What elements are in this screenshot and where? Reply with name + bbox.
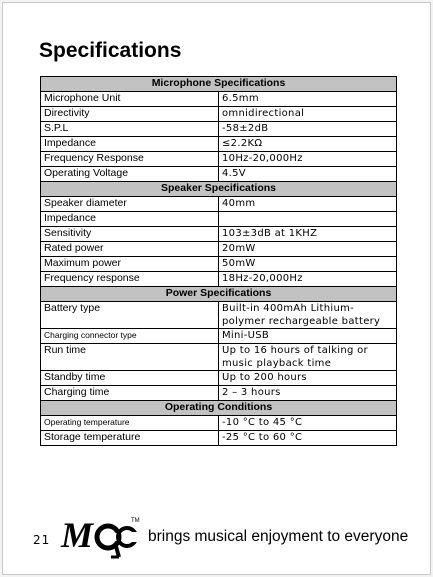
spec-value: 40mm — [219, 197, 397, 212]
spec-value: Up to 200 hours — [219, 371, 397, 386]
spec-label: Impedance — [41, 137, 219, 152]
svg-text:TM: TM — [131, 518, 140, 524]
section-heading-power: Power Specifications — [41, 287, 397, 302]
spec-label: Maximum power — [41, 257, 219, 272]
spec-value: -10 °C to 45 °C — [219, 416, 397, 431]
spec-label: Battery type — [41, 302, 219, 329]
spec-value: -58±2dB — [219, 122, 397, 137]
spec-label: Operating temperature — [41, 416, 219, 431]
spec-row — [41, 272, 397, 287]
spec-value: 20mW — [219, 242, 397, 257]
spec-label: Standby time — [41, 371, 219, 386]
spec-row — [41, 302, 397, 329]
spec-row — [41, 242, 397, 257]
spec-row — [41, 197, 397, 212]
spec-row — [41, 371, 397, 386]
spec-value: 4.5V — [219, 167, 397, 182]
svg-text:M: M — [61, 515, 94, 555]
spec-label: Rated power — [41, 242, 219, 257]
spec-label: S.P.L — [41, 122, 219, 137]
spec-value: 50mW — [219, 257, 397, 272]
page-footer — [3, 513, 433, 563]
spec-row — [41, 416, 397, 431]
section-header-row — [41, 182, 397, 197]
spec-label: Microphone Unit — [41, 92, 219, 107]
spec-label: Operating Voltage — [41, 167, 219, 182]
spec-value: Up to 16 hours of talking or music playback time — [219, 344, 397, 371]
spec-value: ≤2.2KΩ — [219, 137, 397, 152]
manual-page — [2, 2, 431, 575]
spec-row — [41, 431, 397, 446]
spec-label: Impedance — [41, 212, 219, 227]
footer-tagline: brings musical enjoyment to everyone — [148, 528, 409, 545]
spec-label: Charging connector type — [41, 329, 219, 344]
mgc-logo — [59, 513, 141, 561]
page-number: 21 — [33, 533, 51, 547]
section-header-row — [41, 401, 397, 416]
spec-value: Mini-USB — [219, 329, 397, 344]
spec-row — [41, 122, 397, 137]
spec-row — [41, 344, 397, 371]
spec-label: Directivity — [41, 107, 219, 122]
spec-row — [41, 257, 397, 272]
page-title: Specifications — [39, 39, 182, 62]
spec-row — [41, 92, 397, 107]
spec-label: Charging time — [41, 386, 219, 401]
spec-value — [219, 212, 397, 227]
section-header-row — [41, 287, 397, 302]
spec-value: -25 °C to 60 °C — [219, 431, 397, 446]
spec-value: 103±3dB at 1KHZ — [219, 227, 397, 242]
spec-value: Built-in 400mAh Lithium-polymer rechargeable battery — [219, 302, 397, 329]
spec-row — [41, 386, 397, 401]
spec-value: 10Hz-20,000Hz — [219, 152, 397, 167]
spec-value: omnidirectional — [219, 107, 397, 122]
spec-value: 18Hz-20,000Hz — [219, 272, 397, 287]
section-heading-microphone: Microphone Specifications — [41, 77, 397, 92]
spec-label: Speaker diameter — [41, 197, 219, 212]
spec-label: Storage temperature — [41, 431, 219, 446]
spec-value: 6.5mm — [219, 92, 397, 107]
spec-row — [41, 107, 397, 122]
specifications-table — [40, 76, 397, 446]
spec-label: Run time — [41, 344, 219, 371]
spec-row — [41, 152, 397, 167]
spec-label: Sensitivity — [41, 227, 219, 242]
spec-row — [41, 167, 397, 182]
spec-label: Frequency Response — [41, 152, 219, 167]
spec-row — [41, 227, 397, 242]
spec-row — [41, 137, 397, 152]
section-heading-speaker: Speaker Specifications — [41, 182, 397, 197]
spec-label: Frequency response — [41, 272, 219, 287]
section-heading-operating: Operating Conditions — [41, 401, 397, 416]
spec-row — [41, 329, 397, 344]
section-header-row — [41, 77, 397, 92]
spec-value: 2 – 3 hours — [219, 386, 397, 401]
spec-row — [41, 212, 397, 227]
